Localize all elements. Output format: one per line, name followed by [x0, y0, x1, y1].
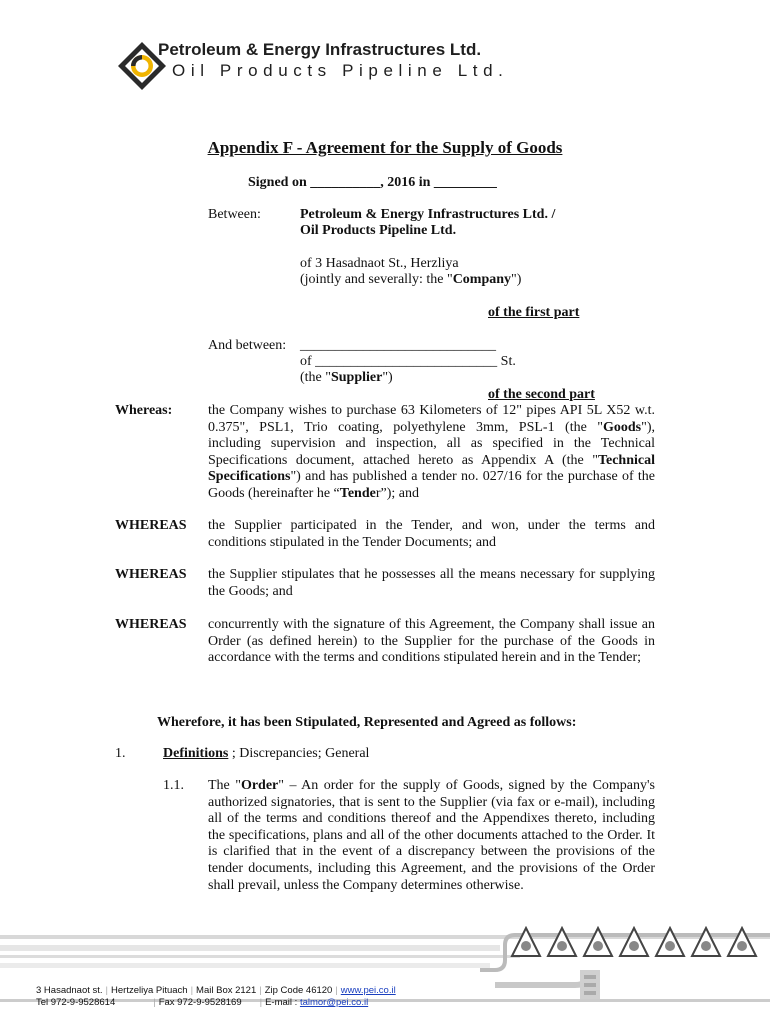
email-link[interactable]: talmor@pei.co.il	[299, 997, 369, 1008]
website-link[interactable]: www.pei.co.il	[340, 985, 396, 996]
section-1-number: 1.	[115, 746, 126, 761]
footer-address-line: 3 Hasadnaot st. | Hertzeliya Pituach | Mail Box 2121 | Zip Code 46120 | www.pei.co.il	[36, 985, 396, 996]
company-line-2: Oil Products Pipeline Ltd.	[300, 223, 457, 238]
footer-contact-line: Tel 972-9-9528614 | Fax 972-9-9528169 | E-mail : talmor@pei.co.il	[36, 997, 369, 1008]
first-part-label: of the first part	[488, 305, 580, 320]
supplier-definition: (the "Supplier")	[300, 370, 393, 385]
and-between-label: And between:	[208, 338, 287, 353]
company-subname: Oil Products Pipeline Ltd.	[172, 61, 509, 80]
certification-badges	[510, 926, 760, 960]
company-name: Petroleum & Energy Infrastructures Ltd.	[158, 40, 482, 59]
whereas-label-3: WHEREAS	[115, 567, 187, 582]
whereas-clause-3: the Supplier stipulates that he possesses all the means necessary for supplying the Goods; and	[208, 567, 655, 599]
company-definition: (jointly and severally: the "Company")	[300, 272, 522, 287]
section-1-1-text: The "Order" – An order for the supply of Goods, signed by the Company's authorized signatories, that is sent to the Supplier (via fax or e-mail), including all of the terms and conditions thereof and the Appendixes thereto, including the specifications, plans and all of the other documents attached to the Order. It is clarified that in the event of a discrepancy between the provisions of the tender documents, including this Agreement, and the provisions of the Order shall prevail, unless the Company determines otherwise.	[208, 778, 655, 893]
certification-badge-3-icon	[584, 928, 612, 956]
company-address: of 3 Hasadnaot St., Herzliya	[300, 256, 459, 271]
certification-badge-1-icon	[512, 928, 540, 956]
company-line-1: Petroleum & Energy Infrastructures Ltd. /	[300, 207, 556, 222]
whereas-clause-1: the Company wishes to purchase 63 Kilometers of 12" pipes API 5L X52 w.t. 0.375", PSL1, Trio coating, polyethylene 3mm, PSL-1 (the "Goods"), including supervision and inspection, all as specified in the Technical Specifications document, attached hereto as Appendix A (the "Technical Specifications") and has published a tender no. 027/16 for the purchase of the Goods (hereinafter he “Tender”); and	[208, 403, 655, 501]
supplier-name-blank: ____________________________	[300, 338, 496, 353]
second-part-label: of the second part	[488, 387, 595, 402]
certification-badge-2-icon	[548, 928, 576, 956]
wherefore-heading: Wherefore, it has been Stipulated, Represented and Agreed as follows:	[157, 715, 577, 730]
whereas-clause-2: the Supplier participated in the Tender, and won, under the terms and conditions stipulated in the Tender Documents; and	[208, 518, 655, 550]
certification-badge-4-icon	[620, 928, 648, 956]
between-label: Between:	[208, 207, 261, 222]
section-1-1-number: 1.1.	[163, 778, 184, 793]
whereas-label-1: Whereas:	[115, 403, 173, 418]
supplier-address: of __________________________ St.	[300, 354, 516, 369]
whereas-label-4: WHEREAS	[115, 617, 187, 632]
page-title: Appendix F - Agreement for the Supply of Goods	[207, 138, 563, 157]
whereas-clause-4: concurrently with the signature of this Agreement, the Company shall issue an Order (as defined herein) to the Supplier for the purchase of the Goods in accordance with the terms and conditions stipulated herein and in the Tender;	[208, 617, 655, 666]
certification-badge-5-icon	[656, 928, 684, 956]
signed-line: Signed on __________, 2016 in _________	[248, 175, 497, 190]
section-1-heading: Definitions ; Discrepancies; General	[163, 746, 370, 761]
whereas-label-2: WHEREAS	[115, 518, 187, 533]
certification-badge-7-icon	[728, 928, 756, 956]
certification-badge-6-icon	[692, 928, 720, 956]
